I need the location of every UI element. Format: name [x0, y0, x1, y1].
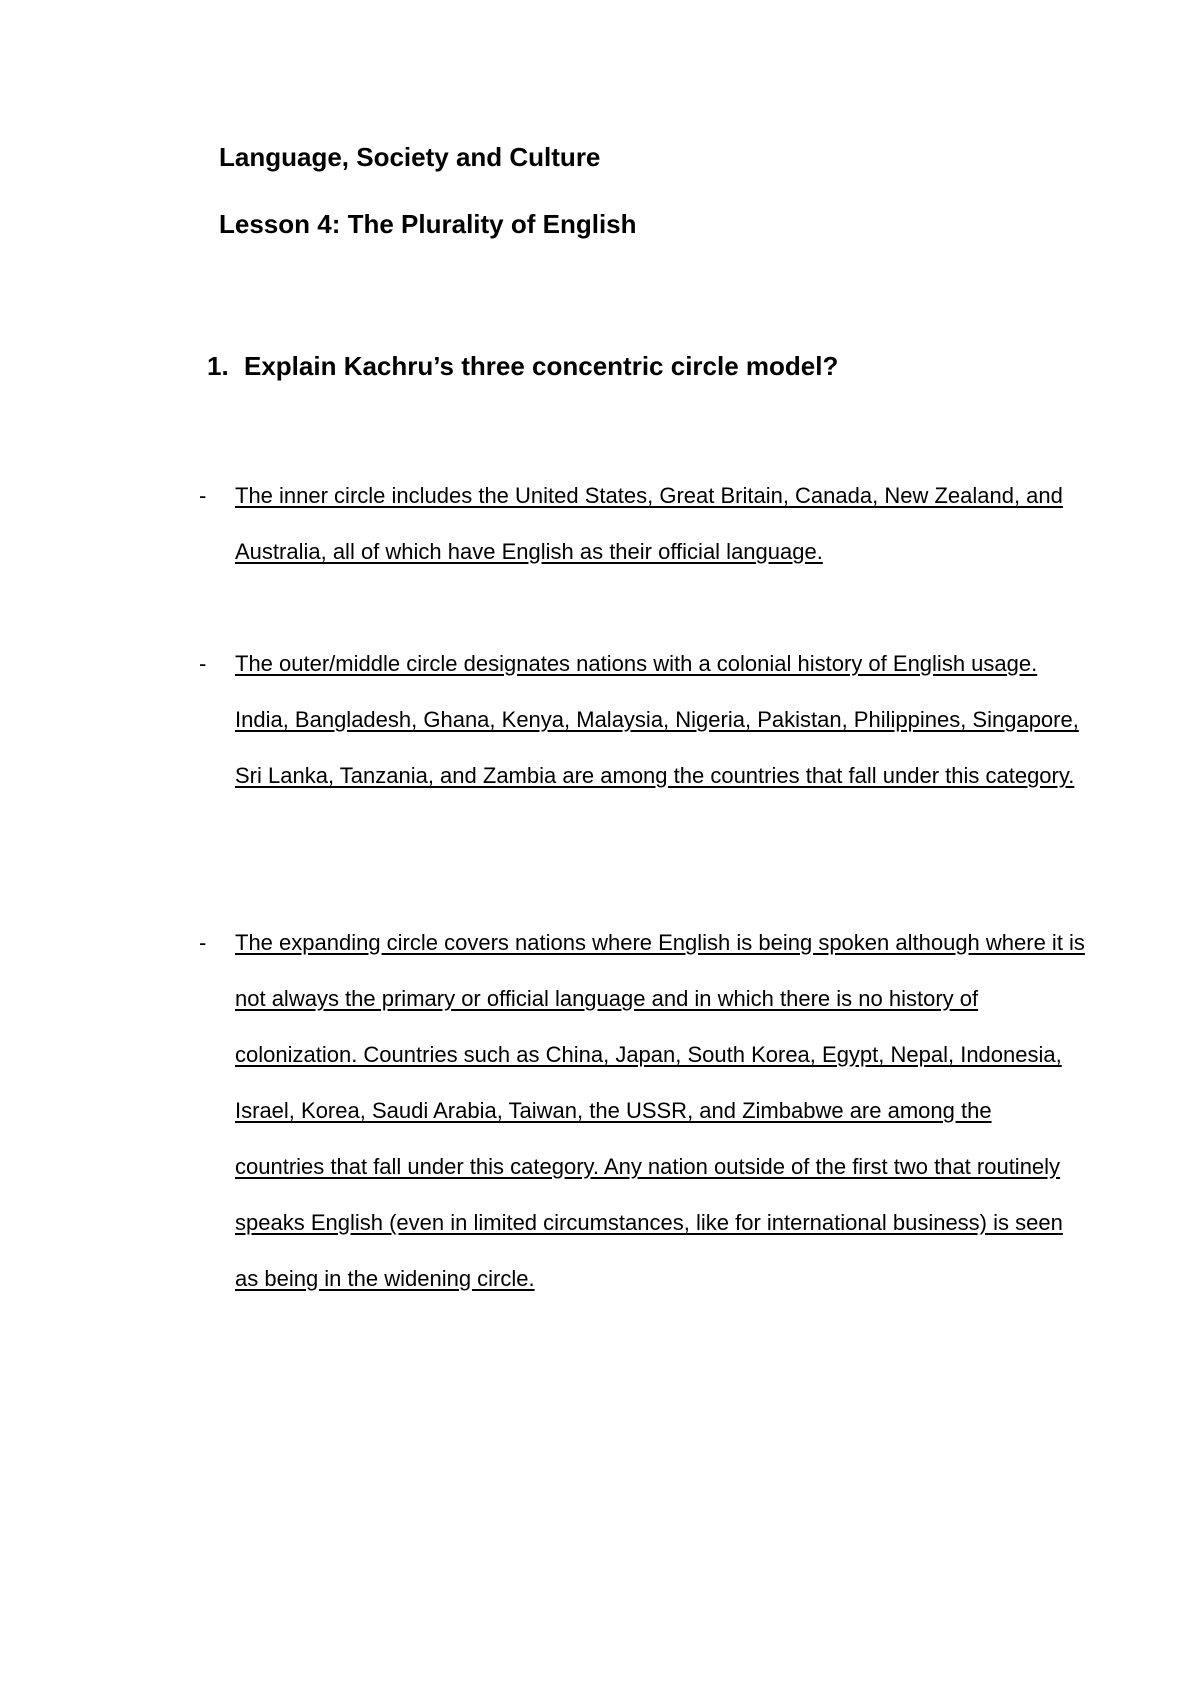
question-number: 1.	[207, 351, 229, 381]
bullet-text: The expanding circle covers nations where English is being spoken although where it is not always the primary or official language and in which there is no history of colonization. Countries such as China, Japan, South Korea, Egypt, Nepal, Indonesia, Israel, Korea, Saudi Arabia, Taiwan, the USSR, and Zimbabwe are among the countries that fall under this category. Any nation outside of the first two that routinely speaks English (even in limited circumstances, like for international business) is seen as being in the widening circle.	[235, 930, 1085, 1291]
bullet-text: The outer/middle circle designates nations with a colonial history of English usage. India, Bangladesh, Ghana, Kenya, Malaysia, Nigeria, Pakistan, Philippines, Singapore, Sri Lanka, Tanzania, and Zambia are among the countries that fall under this category.	[235, 651, 1079, 788]
bullet-marker: -	[199, 651, 207, 676]
bullet-marker: -	[199, 930, 207, 955]
lesson-heading: Lesson 4: The Plurality of English	[219, 209, 637, 239]
document-title: Language, Society and Culture	[219, 142, 601, 172]
bullet-text: The inner circle includes the United States, Great Britain, Canada, New Zealand, and Australia, all of which have English as their official language.	[235, 483, 1063, 564]
question-heading	[207, 349, 838, 383]
bullet-marker: -	[199, 483, 207, 508]
question-text: Explain Kachru’s three concentric circle model?	[244, 351, 839, 381]
